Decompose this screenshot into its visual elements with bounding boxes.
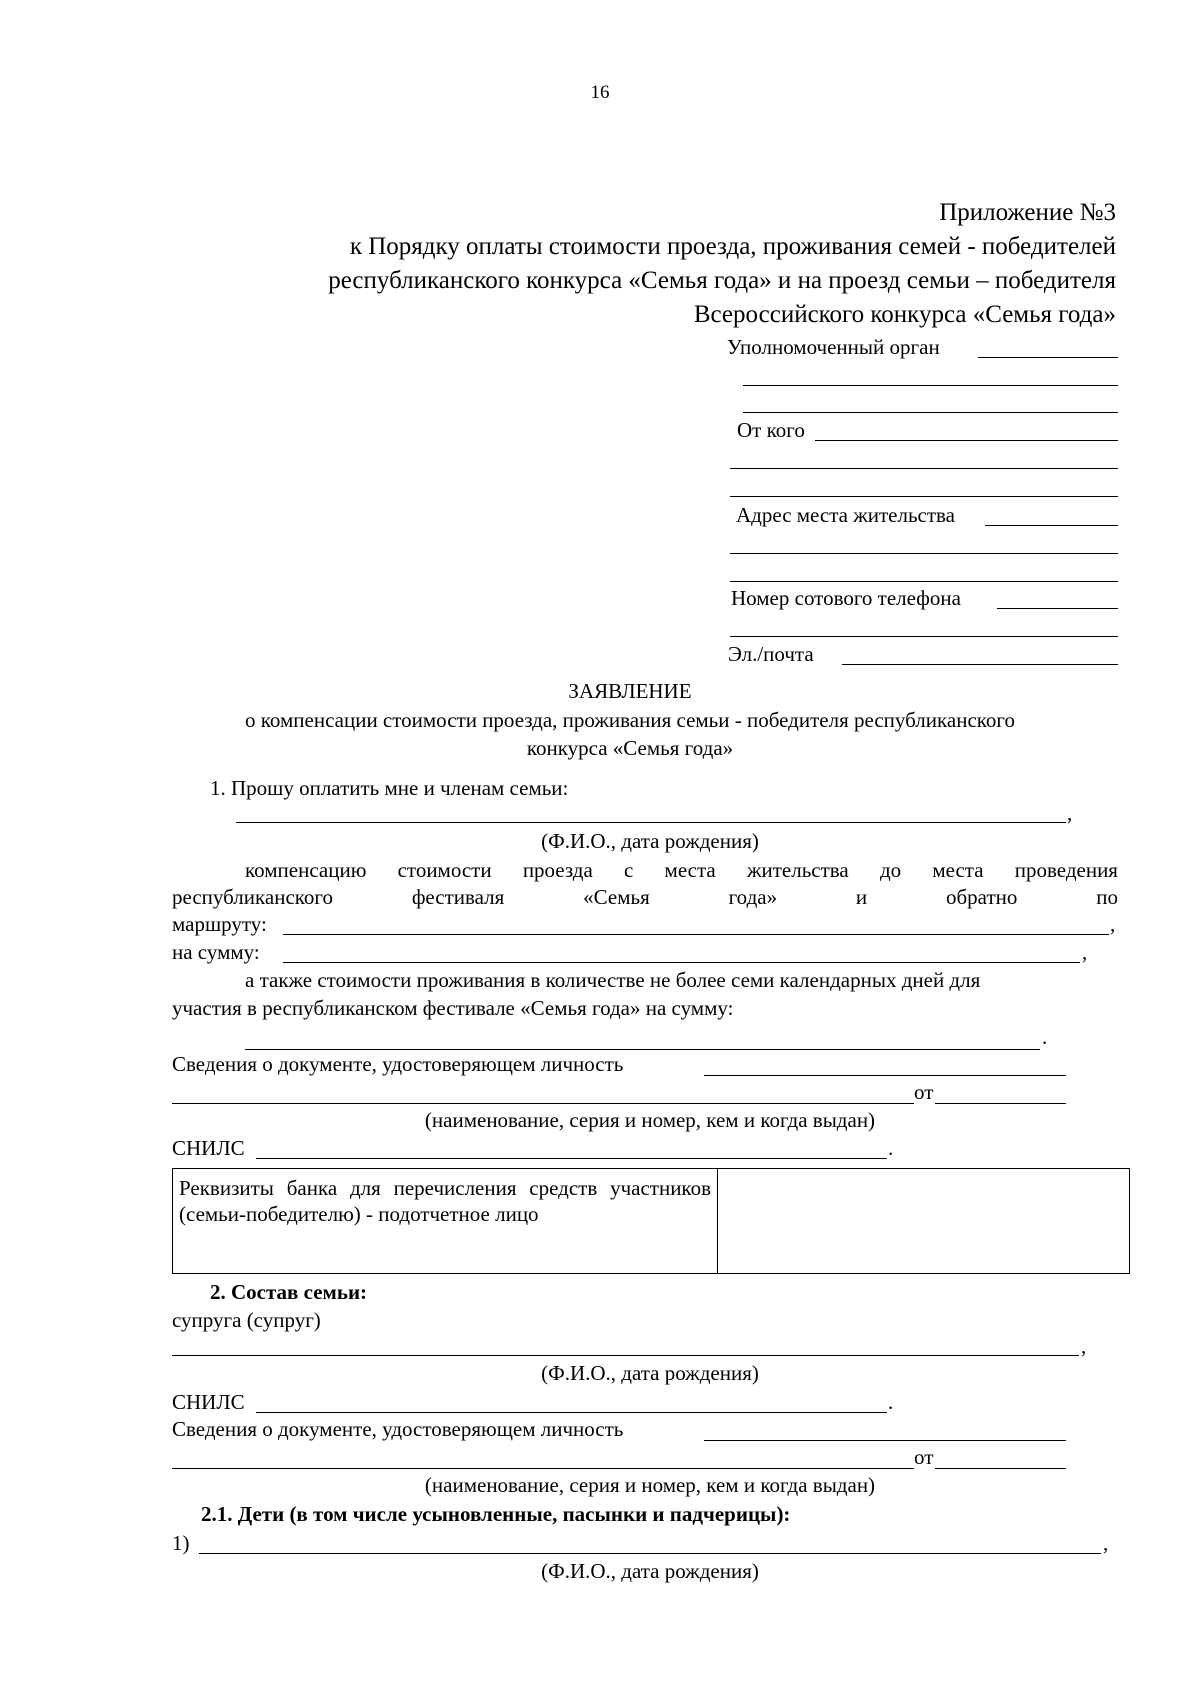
address-label: Адрес места жительства	[736, 503, 955, 527]
child-1-fio-line[interactable]	[199, 1553, 1101, 1554]
spouse-id-document-label: Сведения о документе, удостоверяющем личность	[172, 1417, 624, 1441]
snils-period: .	[888, 1136, 894, 1160]
snils-label: СНИЛС	[172, 1136, 245, 1160]
spouse-snils-line[interactable]	[256, 1412, 887, 1413]
snils-line[interactable]	[256, 1158, 887, 1159]
authority-line[interactable]	[978, 357, 1118, 358]
authority-line-2[interactable]	[743, 385, 1118, 386]
appendix-line-2: республиканского конкурса «Семья года» и на проезд семьи – победителя	[328, 267, 1116, 294]
spouse-fio-line[interactable]	[172, 1355, 1079, 1356]
id-document-from-label: от	[914, 1080, 934, 1104]
spouse-id-document-from-label: от	[914, 1445, 934, 1469]
id-document-line[interactable]	[704, 1075, 1066, 1076]
authority-label: Уполномоченный орган	[727, 335, 940, 359]
page-number: 16	[590, 82, 610, 103]
bank-details-value[interactable]	[718, 1169, 1130, 1274]
route-line[interactable]	[283, 934, 1109, 935]
address-line-2[interactable]	[730, 553, 1118, 554]
sum-comma: ,	[1082, 940, 1088, 964]
spouse-snils-period: .	[888, 1390, 894, 1414]
address-line-3[interactable]	[730, 581, 1118, 582]
statement-title: ЗАЯВЛЕНИЕ	[568, 679, 692, 703]
section-2-title: 2. Состав семьи:	[210, 1280, 368, 1304]
spouse-snils-label: СНИЛС	[172, 1390, 245, 1414]
compensation-line-2: республиканского фестиваля «Семья года» и обратно по	[172, 885, 1118, 909]
spouse-id-document-line[interactable]	[704, 1440, 1066, 1441]
route-comma: ,	[1110, 912, 1116, 936]
id-document-date-line[interactable]	[935, 1103, 1066, 1104]
applicant-fio-caption: (Ф.И.О., дата рождения)	[541, 829, 759, 853]
spouse-id-document-date-line[interactable]	[935, 1468, 1066, 1469]
section-1-item: 1. Прошу оплатить мне и членам семьи:	[210, 776, 569, 800]
spouse-id-document-line-2[interactable]	[172, 1468, 914, 1469]
spouse-fio-comma: ,	[1081, 1334, 1087, 1358]
address-line[interactable]	[985, 525, 1118, 526]
spouse-fio-caption: (Ф.И.О., дата рождения)	[541, 1361, 759, 1385]
accommodation-sum-line[interactable]	[245, 1049, 1040, 1050]
appendix-line-3: Всероссийского конкурса «Семья года»	[693, 301, 1116, 328]
accommodation-line-1: а также стоимости проживания в количестве не более семи календарных дней для	[245, 968, 981, 992]
from-line[interactable]	[815, 440, 1118, 441]
email-label: Эл./почта	[728, 642, 814, 666]
appendix-title: Приложение №3	[939, 199, 1116, 226]
id-document-line-2[interactable]	[172, 1103, 914, 1104]
authority-line-3[interactable]	[743, 412, 1118, 413]
bank-details-label: Реквизиты банка для перечисления средств участников (семьи-победителю) - подотчетное лицо	[173, 1169, 718, 1274]
spouse-label: супруга (супруг)	[172, 1308, 321, 1332]
id-document-label: Сведения о документе, удостоверяющем личность	[172, 1052, 624, 1076]
phone-label: Номер сотового телефона	[731, 586, 961, 610]
route-label: маршруту:	[172, 912, 267, 936]
from-label: От кого	[737, 418, 805, 442]
email-line[interactable]	[842, 664, 1118, 665]
sum-line[interactable]	[283, 962, 1080, 963]
accommodation-sum-period: .	[1042, 1025, 1048, 1049]
applicant-fio-comma: ,	[1067, 801, 1073, 825]
phone-line-2[interactable]	[730, 636, 1118, 637]
from-line-3[interactable]	[730, 496, 1118, 497]
child-1-fio-comma: ,	[1103, 1531, 1109, 1555]
id-document-caption: (наименование, серия и номер, кем и когда выдан)	[424, 1108, 876, 1132]
statement-subtitle-1: о компенсации стоимости проезда, проживания семьи - победителя республиканского	[245, 708, 1015, 732]
accommodation-line-2: участия в республиканском фестивале «Семья года» на сумму:	[172, 996, 734, 1020]
child-1-number: 1)	[172, 1531, 190, 1555]
bank-details-table	[172, 1168, 1130, 1274]
statement-subtitle-2: конкурса «Семья года»	[526, 736, 734, 760]
phone-line[interactable]	[997, 608, 1118, 609]
sum-label: на сумму:	[172, 940, 260, 964]
applicant-fio-line[interactable]	[236, 822, 1066, 823]
compensation-line-1: компенсацию стоимости проезда с места жительства до места проведения	[245, 858, 1118, 882]
from-line-2[interactable]	[730, 468, 1118, 469]
appendix-line-1: к Порядку оплаты стоимости проезда, проживания семей - победителей	[349, 233, 1116, 260]
child-1-fio-caption: (Ф.И.О., дата рождения)	[541, 1559, 759, 1583]
section-2-1-title: 2.1. Дети (в том числе усыновленные, пасынки и падчерицы):	[201, 1502, 791, 1526]
spouse-id-document-caption: (наименование, серия и номер, кем и когда выдан)	[424, 1473, 876, 1497]
